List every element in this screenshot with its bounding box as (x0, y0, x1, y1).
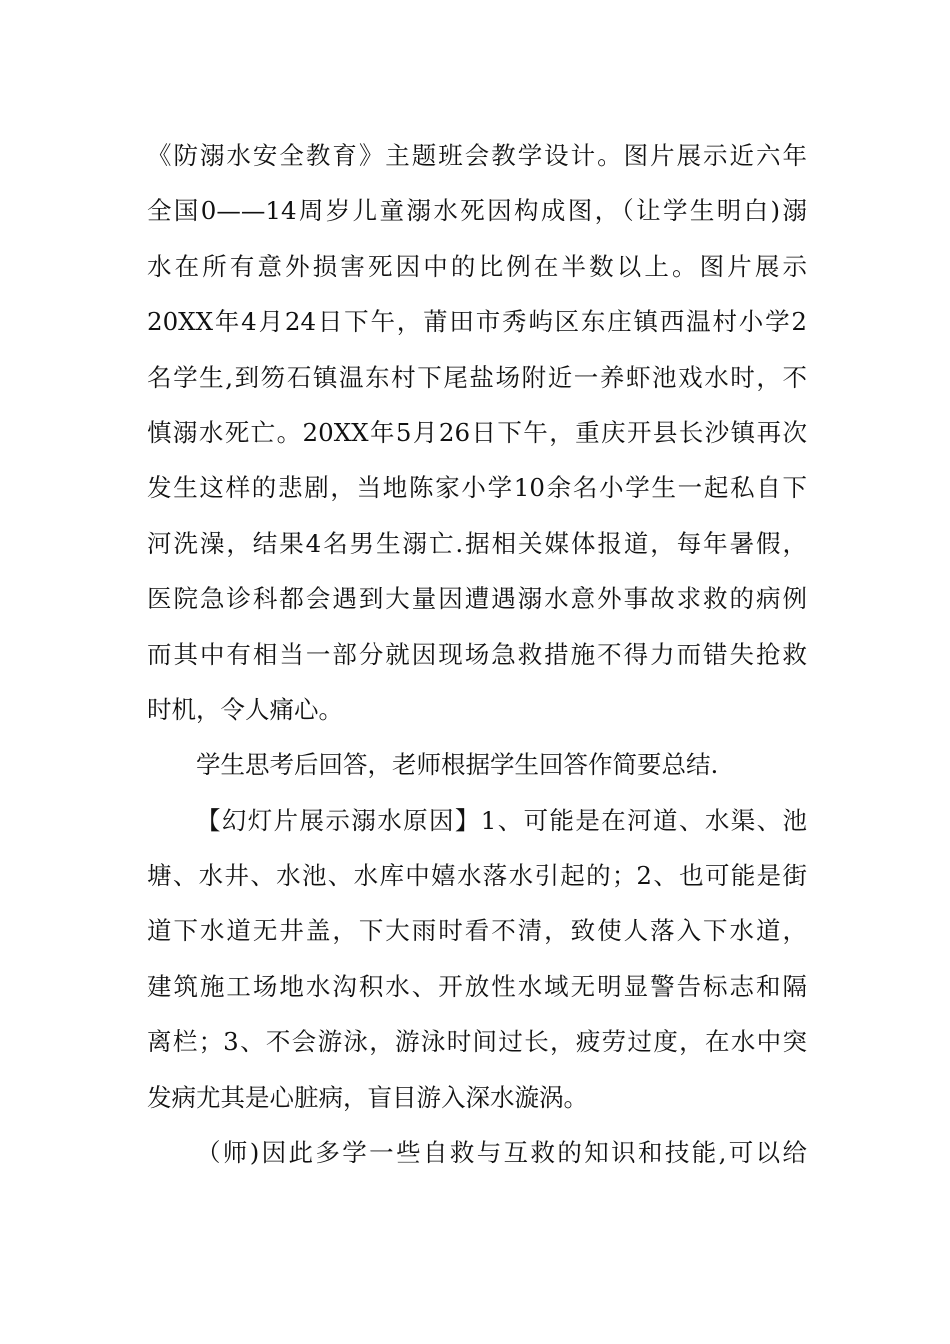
text-line: 河洗澡，结果4名男生溺亡.据相关媒体报道，每年暑假， (147, 528, 807, 558)
paragraph-first-line: （师)因此多学一些自救与互救的知识和技能,可以给 (196, 1138, 807, 1168)
text-line: 慎溺水死亡。20XX年5月26日下午，重庆开县长沙镇再次 (147, 417, 807, 447)
text-line: 医院急诊科都会遇到大量因遭遇溺水意外事故求救的病例 (147, 584, 807, 614)
text-line: 道下水道无井盖，下大雨时看不清，致使人落入下水道， (147, 916, 807, 946)
text-line: 塘、水井、水池、水库中嬉水落水引起的；2、也可能是街 (147, 861, 807, 891)
text-line: 水在所有意外损害死因中的比例在半数以上。图片展示 (147, 251, 807, 281)
text-line: 20XX年4月24日下午，莆田市秀屿区东庄镇西温村小学2 (147, 307, 807, 337)
paragraph-first-line: 【幻灯片展示溺水原因】1、可能是在河道、水渠、池 (196, 805, 807, 835)
text-line: 而其中有相当一部分就因现场急救措施不得力而错失抢救 (147, 639, 807, 669)
text-line: 《防溺水安全教育》主题班会教学设计。图片展示近六年 (147, 141, 807, 170)
text-line: 全国0——14周岁儿童溺水死因构成图，（让学生明白)溺 (147, 196, 807, 226)
text-line: 发病尤其是心脏病，盲目游入深水漩涡。 (147, 1082, 588, 1112)
paragraph-first-line: 学生思考后回答，老师根据学生回答作简要总结. (196, 750, 719, 780)
text-line: 发生这样的悲剧，当地陈家小学10余名小学生一起私自下 (147, 473, 807, 503)
text-line: 离栏；3、不会游泳，游泳时间过长，疲劳过度，在水中突 (147, 1027, 807, 1057)
text-line: 建筑施工场地水沟积水、开放性水域无明显警告标志和隔 (147, 971, 807, 1001)
body-text (147, 128, 807, 1180)
text-line: 名学生,到笏石镇温东村下尾盐场附近一养虾池戏水时，不 (147, 362, 807, 392)
text-line: 时机，令人痛心。 (147, 694, 343, 724)
